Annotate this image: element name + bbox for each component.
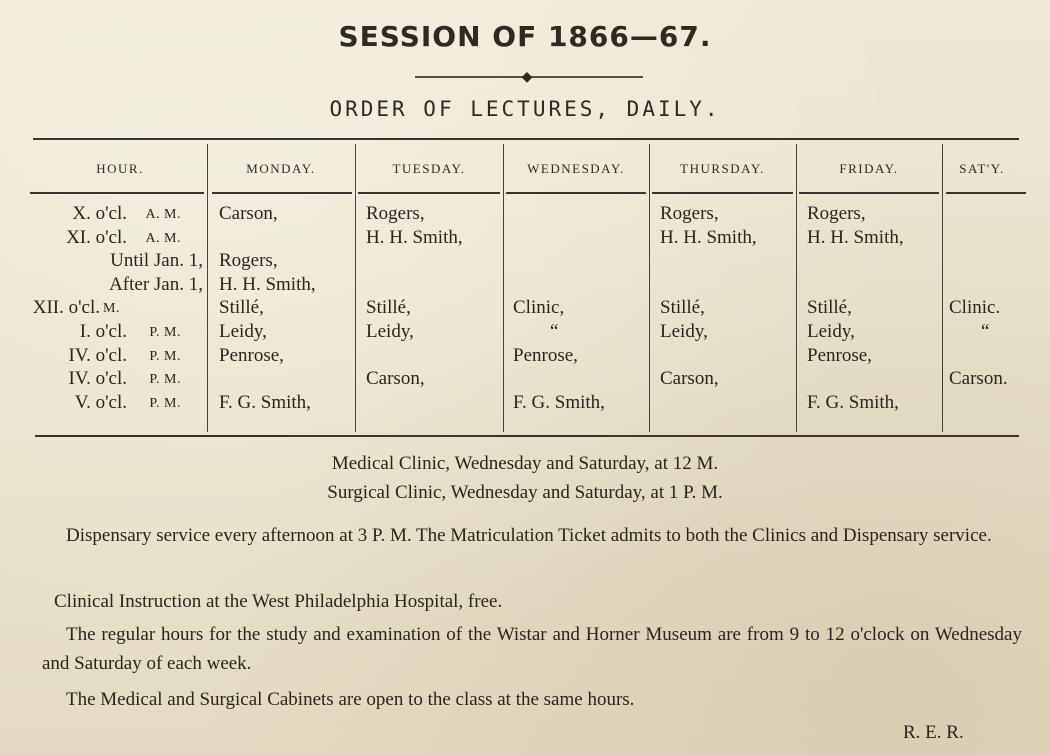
- header-underline: [358, 192, 500, 194]
- table-cell: Stillé,: [219, 297, 264, 319]
- table-row-hour: [33, 392, 205, 416]
- table-cell: Penrose,: [807, 344, 872, 366]
- signature: R. E. R.: [903, 722, 964, 743]
- table-row-hour: [33, 227, 205, 251]
- column-divider: [796, 144, 797, 432]
- hour-suffix: A. M.: [145, 230, 181, 246]
- table-cell: Stillé,: [660, 297, 705, 319]
- table-row-hour: [33, 368, 205, 392]
- table-cell: Leidy,: [219, 321, 267, 342]
- table-cell: Leidy,: [660, 321, 708, 342]
- column-divider: [503, 144, 504, 432]
- header-underline: [212, 192, 352, 194]
- table-cell: F. G. Smith,: [807, 391, 899, 413]
- ornament-icon: ◆: [521, 69, 533, 85]
- table-row-hour: [33, 345, 205, 369]
- column-header-saturday: SAT'Y.: [959, 161, 1005, 176]
- table-cell: “: [981, 321, 990, 342]
- table-cell: Carson,: [660, 368, 719, 390]
- table-row-hour: [33, 321, 205, 345]
- column-header-tuesday: TUESDAY.: [392, 161, 466, 176]
- header-underline: [30, 192, 204, 194]
- table-row-hour: [33, 297, 205, 321]
- column-divider: [207, 144, 208, 432]
- table-top-rule: [33, 138, 1019, 140]
- clinical-instruction-paragraph: Clinical Instruction at the West Philadelphia Hospital, free.: [54, 591, 503, 612]
- table-cell: Clinic.: [949, 297, 1001, 319]
- column-header-thursday: THURSDAY.: [680, 161, 765, 176]
- column-header-wednesday: WEDNESDAY.: [527, 161, 625, 176]
- table-cell: Rogers,: [219, 250, 278, 272]
- hour-label: IV. o'cl.: [68, 344, 127, 366]
- table-cell: F. G. Smith,: [219, 391, 311, 413]
- table-cell: Leidy,: [366, 321, 414, 342]
- header-underline: [946, 192, 1026, 194]
- header-underline: [652, 192, 793, 194]
- table-cell: Clinic,: [513, 297, 565, 319]
- hour-label: X. o'cl.: [72, 203, 127, 224]
- table-row-hour: [33, 250, 205, 274]
- table-cell: H. H. Smith,: [219, 273, 316, 295]
- session-title: SESSION OF 1866—67.: [338, 20, 712, 53]
- table-cell: Carson,: [219, 203, 278, 224]
- table-cell: H. H. Smith,: [366, 226, 463, 248]
- table-row-hour: [33, 274, 205, 298]
- dispensary-paragraph: Dispensary service every afternoon at 3 P. M. The Matriculation Ticket admits to both the Clinics and Dispensary service.: [66, 525, 992, 546]
- column-divider: [649, 144, 650, 432]
- table-cell: Penrose,: [219, 344, 284, 366]
- hour-label: V. o'cl.: [74, 391, 127, 413]
- hour-label: After Jan. 1,: [109, 273, 203, 295]
- table-cell: Carson,: [366, 368, 425, 390]
- table-cell: F. G. Smith,: [513, 391, 605, 413]
- table-cell: Rogers,: [366, 203, 425, 224]
- hour-label: XII. o'cl.: [32, 297, 100, 319]
- table-cell: H. H. Smith,: [807, 226, 904, 248]
- medical-clinic-note: Medical Clinic, Wednesday and Saturday, at 12 M.: [331, 453, 719, 474]
- table-cell: “: [550, 321, 559, 342]
- hour-label: Until Jan. 1,: [110, 250, 203, 272]
- column-header-hour: HOUR.: [96, 161, 144, 176]
- table-cell: Rogers,: [660, 203, 719, 224]
- hour-label: IV. o'cl.: [68, 368, 127, 390]
- table-cell: Carson.: [949, 368, 1008, 390]
- hour-suffix: A. M.: [145, 207, 181, 222]
- hour-suffix: M.: [103, 301, 120, 317]
- hour-suffix: P. M.: [149, 348, 181, 364]
- museum-paragraph: The regular hours for the study and examination of the Wistar and Horner Museum are from 9 to 12 o'clock on Wednesday and Saturday of each week.: [42, 624, 1022, 674]
- hour-suffix: P. M.: [149, 372, 181, 388]
- header-underline: [799, 192, 939, 194]
- table-cell: Leidy,: [807, 321, 855, 342]
- header-underline: [506, 192, 646, 194]
- hour-suffix: P. M.: [149, 395, 181, 411]
- lectures-subtitle: ORDER OF LECTURES, DAILY.: [329, 97, 721, 121]
- table-cell: Stillé,: [807, 297, 852, 319]
- table-row-hour: [33, 203, 205, 227]
- hour-label: I. o'cl.: [79, 321, 127, 342]
- table-cell: Penrose,: [513, 344, 578, 366]
- surgical-clinic-note: Surgical Clinic, Wednesday and Saturday, at 1 P. M.: [327, 482, 723, 503]
- column-header-monday: MONDAY.: [246, 161, 316, 176]
- cabinets-paragraph: The Medical and Surgical Cabinets are open to the class at the same hours.: [66, 689, 635, 710]
- hour-suffix: P. M.: [149, 325, 181, 340]
- hour-label: XI. o'cl.: [66, 226, 127, 248]
- table-cell: H. H. Smith,: [660, 226, 757, 248]
- column-divider: [355, 144, 356, 432]
- table-bottom-rule: [35, 435, 1019, 437]
- table-cell: Stillé,: [366, 297, 411, 319]
- column-divider: [942, 144, 943, 432]
- column-header-friday: FRIDAY.: [839, 161, 899, 176]
- table-cell: Rogers,: [807, 203, 866, 224]
